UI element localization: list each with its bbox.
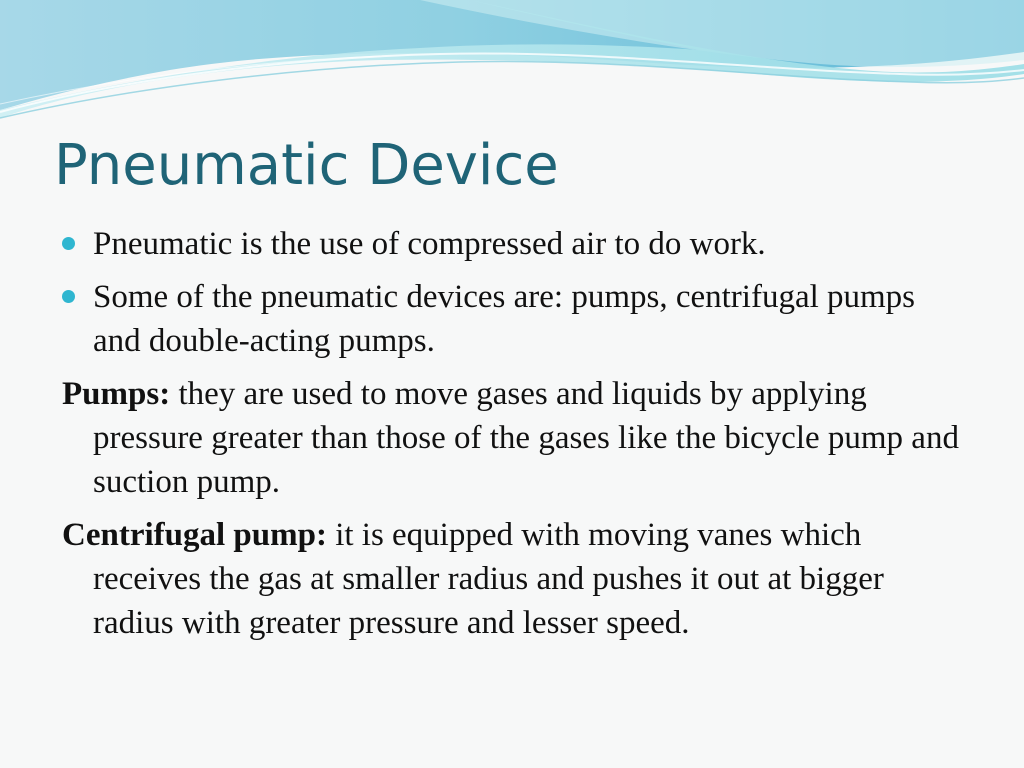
definition-centrifugal-pump [62,513,967,645]
bullet-text: Pneumatic is the use of compressed air to do work. [93,226,766,262]
bullet-dot-icon [62,290,75,303]
definition-term: Pumps: [62,376,171,412]
header-wave-decoration [0,0,1024,140]
definition-text: it is equipped with moving vanes which receives the gas at smaller radius and pushes it out at bigger radius with greater pressure and lesser speed. [93,517,884,641]
slide-title: Pneumatic Device [54,133,559,198]
definition-text: they are used to move gases and liquids by applying pressure greater than those of the gases like the bicycle pump and suction pump. [93,376,959,500]
bullet-item [62,275,967,363]
bullet-text: Some of the pneumatic devices are: pumps, centrifugal pumps and double-acting pumps. [93,279,916,359]
definition-pumps [62,372,967,504]
slide-content [62,222,967,654]
bullet-dot-icon [62,237,75,250]
definition-term: Centrifugal pump: [62,517,327,553]
bullet-item [62,222,967,266]
